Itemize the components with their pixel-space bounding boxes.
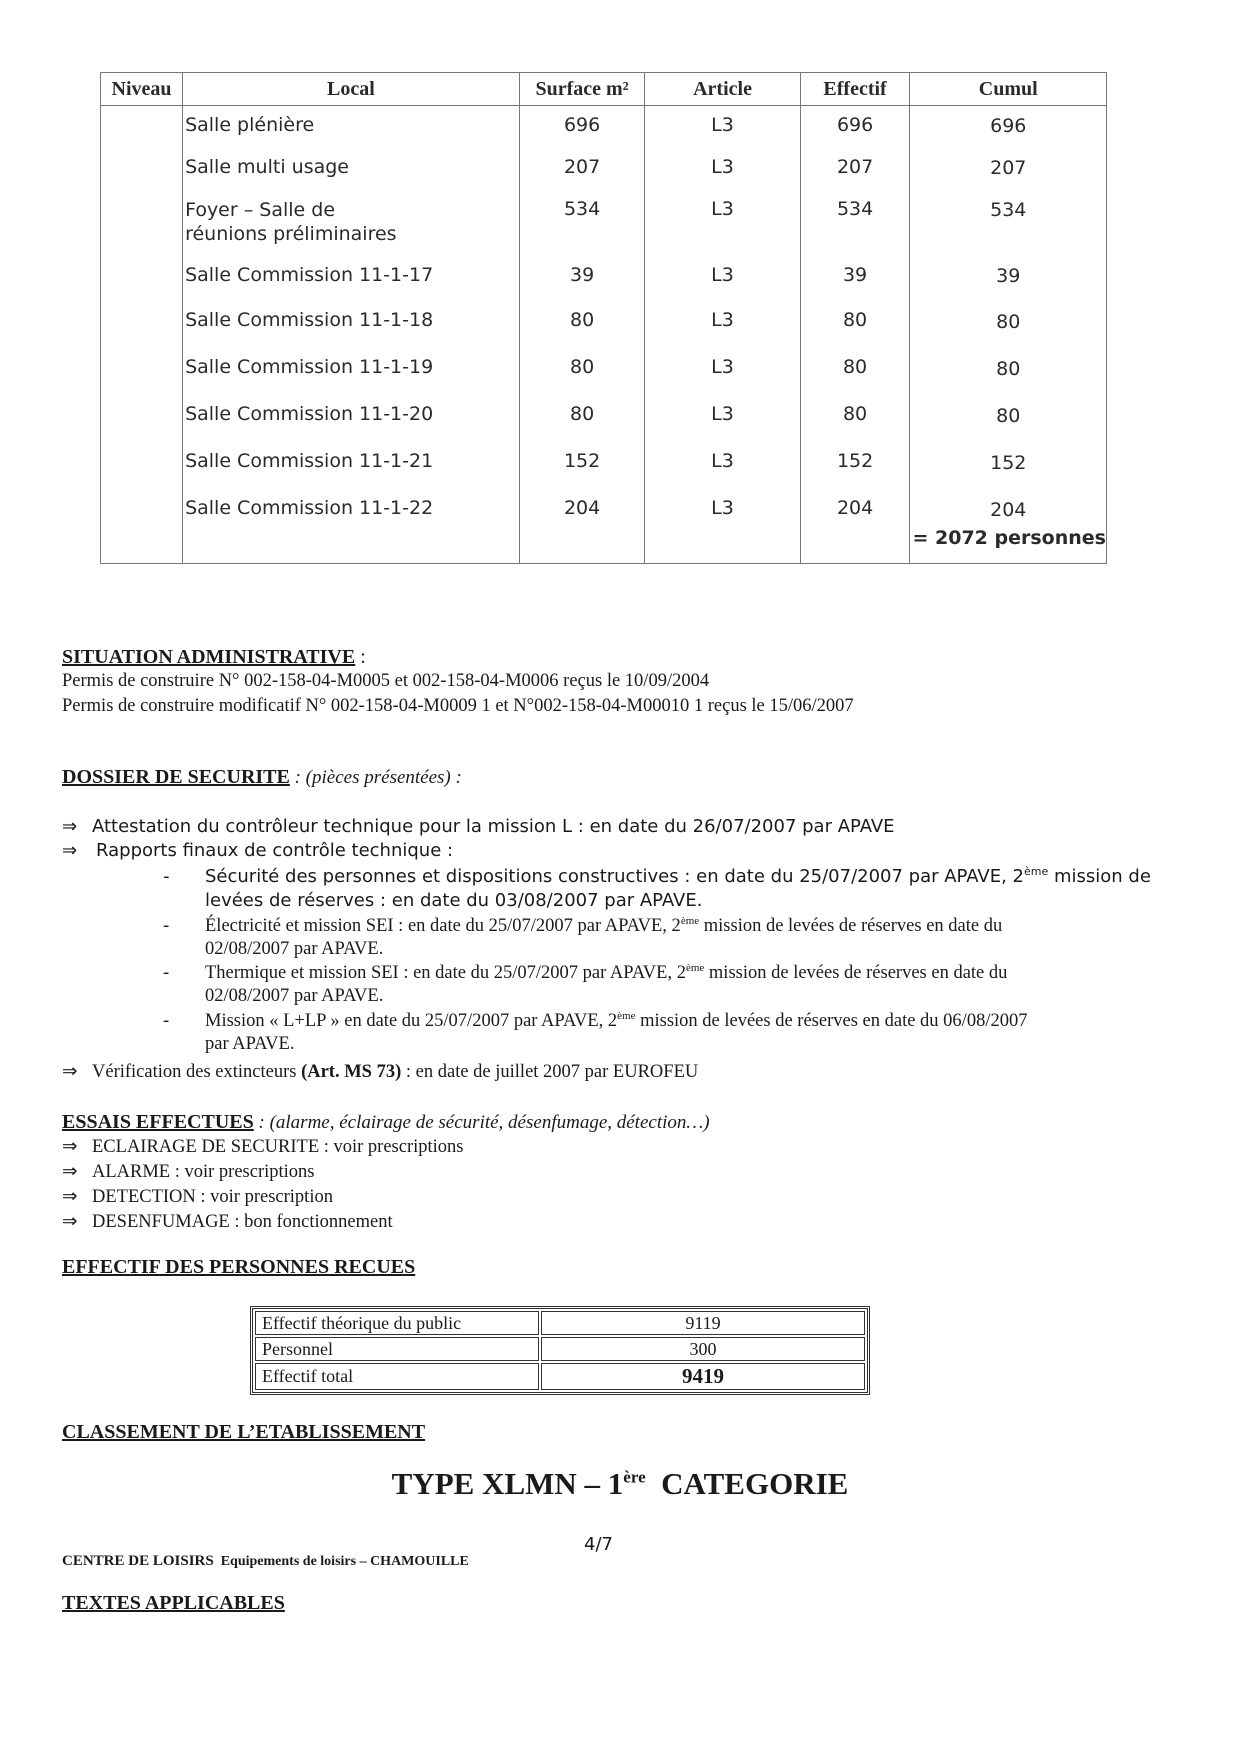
cumul-cell [910,489,1107,564]
header-article: Article [645,73,800,106]
local-cell: Salle Commission 11-1-22 [183,489,520,564]
dash-icon: - [163,963,170,983]
article-cell: L3 [645,190,800,254]
situation-heading-line [62,646,366,669]
rapport-line [205,963,1007,984]
article-cell: L3 [645,395,800,442]
essai-item [62,1136,464,1158]
effectif-cell: 534 [800,190,910,254]
niveau-cell [101,254,183,301]
effectif-cell: 696 [800,106,910,148]
local-cell: Salle plénière [183,106,520,148]
dash-icon: - [163,866,170,887]
locaux-table [100,72,1107,564]
article-cell: L3 [645,254,800,301]
table-row [255,1363,865,1390]
surface-cell: 534 [519,190,645,254]
local-cell: Salle Commission 11-1-18 [183,301,520,348]
dossier-item-extincteurs [62,1061,698,1083]
niveau-cell [101,442,183,489]
cumul-cell: 696 [910,106,1107,148]
surface-cell: 39 [519,254,645,301]
essais-heading-line [62,1111,710,1134]
effectif-table [250,1306,870,1395]
essai-item [62,1161,315,1183]
niveau-cell [101,489,183,564]
cumul-cell: 152 [910,442,1107,489]
essai-text: DESENFUMAGE : bon fonctionnement [92,1212,393,1232]
footer-title: CENTRE DE LOISIRS [62,1553,214,1569]
extincteurs-article: (Art. MS 73) [301,1062,402,1082]
table-row [101,148,1107,190]
cumul-cell: 80 [910,348,1107,395]
table-row [101,254,1107,301]
essais-heading: ESSAIS EFFECTUES [62,1111,254,1133]
effectif-label: Effectif théorique du public [255,1311,539,1335]
local-cell: Foyer – Salle de réunions préliminaires [183,190,520,254]
rapport-line [205,866,1151,887]
rapport-line [205,916,1002,937]
dossier-item-attestation [62,816,895,837]
arrow-icon: ⇒ [62,840,78,861]
permis-line-2: Permis de construire modificatif N° 002-158-04-M0009 1 et N°002-158-04-M00010 1 reçus le 15/06/2007 [62,696,854,716]
header-effectif: Effectif [800,73,910,106]
total-cumul: = 2072 personnes [912,526,1106,549]
article-cell: L3 [645,301,800,348]
local-cell: Salle Commission 11-1-17 [183,254,520,301]
classement-type-text: TYPE XLMN – 1 [391,1466,624,1501]
rapport-text: mission de [1048,866,1151,887]
niveau-cell [101,190,183,254]
dash-icon: - [163,916,170,936]
local-cell: Salle Commission 11-1-20 [183,395,520,442]
effectif-value: 9119 [541,1311,865,1335]
niveau-cell [101,395,183,442]
effectif-cell: 207 [800,148,910,190]
dossier-heading: DOSSIER DE SECURITE [62,766,290,788]
table-header-row [101,73,1107,106]
rapport-text: mission de levées de réserves en date du [699,916,1003,936]
niveau-cell [101,106,183,148]
surface-cell: 80 [519,348,645,395]
essai-text: ECLAIRAGE DE SECURITE : voir prescriptions [92,1137,464,1157]
rapport-text: mission de levées de réserves en date du [704,963,1008,983]
surface-cell: 152 [519,442,645,489]
article-cell: L3 [645,489,800,564]
table-row [101,442,1107,489]
rapport-sup: ème [685,961,705,974]
extincteurs-text: : en date de juillet 2007 par EUROFEU [401,1062,699,1082]
essai-item [62,1186,333,1208]
header-cumul: Cumul [910,73,1107,106]
permis-line-1: Permis de construire N° 002-158-04-M0005 et 002-158-04-M0006 reçus le 10/09/2004 [62,671,710,691]
rapport-text: mission de levées de réserves en date du 06/08/2007 [635,1011,1028,1031]
local-cell: Salle multi usage [183,148,520,190]
cumul-cell: 39 [910,254,1107,301]
dash-icon: - [163,1011,170,1031]
textes-heading: TEXTES APPLICABLES [62,1592,285,1614]
surface-cell: 80 [519,395,645,442]
table-row [101,489,1107,564]
arrow-icon: ⇒ [62,1212,78,1232]
article-cell: L3 [645,442,800,489]
rapport-sup: ème [617,1009,636,1022]
table-row [101,106,1107,148]
dossier-item-text: Rapports finaux de contrôle technique : [96,840,454,861]
rapport-text: Électricité et mission SEI : en date du 25/07/2007 par APAVE, 2 [205,916,681,936]
dossier-item-rapports [62,840,453,861]
essai-item [62,1211,393,1233]
niveau-cell [101,148,183,190]
arrow-icon: ⇒ [62,816,78,837]
cumul-last-value: 204 [990,498,1027,521]
arrow-icon: ⇒ [62,1162,78,1182]
effectif-cell: 80 [800,348,910,395]
dossier-heading-line [62,766,462,789]
situation-heading: SITUATION ADMINISTRATIVE [62,646,356,668]
niveau-cell [101,348,183,395]
rapport-sup: ème [1024,865,1049,878]
effectif-heading: EFFECTIF DES PERSONNES RECUES [62,1256,416,1278]
surface-cell: 696 [519,106,645,148]
cumul-cell: 80 [910,301,1107,348]
situation-section [62,646,366,669]
article-cell: L3 [645,106,800,148]
rapport-line: 02/08/2007 par APAVE. [205,986,384,1006]
effectif-value: 300 [541,1337,865,1361]
cumul-cell: 534 [910,190,1107,254]
dossier-item-text: Attestation du contrôleur technique pour la mission L : en date du 26/07/2007 par APAVE [92,816,895,837]
page-number: 4/7 [584,1534,613,1555]
header-niveau: Niveau [101,73,183,106]
local-cell: Salle Commission 11-1-21 [183,442,520,489]
arrow-icon: ⇒ [62,1187,78,1207]
dossier-subheading: : (pièces présentées) : [289,767,462,788]
cumul-cell: 207 [910,148,1107,190]
extincteurs-text: Vérification des extincteurs [92,1062,302,1082]
effectif-cell: 204 [800,489,910,564]
table-row [101,348,1107,395]
effectif-cell: 39 [800,254,910,301]
footer-subtitle: Equipements de loisirs – CHAMOUILLE [213,1554,469,1569]
classement-type [0,1466,1240,1502]
effectif-total-value: 9419 [541,1363,865,1390]
rapport-sup: ème [680,914,700,927]
rapport-line: levées de réserves : en date du 03/08/2007 par APAVE. [205,890,703,911]
table-row [255,1337,865,1361]
essai-text: DETECTION : voir prescription [92,1187,333,1207]
rapport-line: par APAVE. [205,1034,295,1054]
local-cell: Salle Commission 11-1-19 [183,348,520,395]
footer-text [62,1553,469,1570]
effectif-label: Effectif total [255,1363,539,1390]
table-row [255,1311,865,1335]
niveau-cell [101,301,183,348]
header-local: Local [183,73,520,106]
rapport-text: Thermique et mission SEI : en date du 25/07/2007 par APAVE, 2 [205,963,686,983]
surface-cell: 207 [519,148,645,190]
classement-heading: CLASSEMENT DE L’ETABLISSEMENT [62,1421,426,1443]
effectif-label: Personnel [255,1337,539,1361]
table-row [101,301,1107,348]
essai-text: ALARME : voir prescriptions [92,1162,315,1182]
article-cell: L3 [645,348,800,395]
arrow-icon: ⇒ [62,1062,78,1082]
classement-type-text: CATEGORIE [645,1466,849,1501]
article-cell: L3 [645,148,800,190]
surface-cell: 204 [519,489,645,564]
table-row [101,395,1107,442]
effectif-cell: 80 [800,301,910,348]
table-row [101,190,1107,254]
rapport-line: 02/08/2007 par APAVE. [205,939,384,959]
effectif-cell: 152 [800,442,910,489]
rapport-text: Mission « L+LP » en date du 25/07/2007 par APAVE, 2 [205,1011,618,1031]
situation-heading-colon: : [355,646,366,668]
effectif-cell: 80 [800,395,910,442]
cumul-cell: 80 [910,395,1107,442]
rapport-text: Sécurité des personnes et dispositions constructives : en date du 25/07/2007 par APAVE, 2 [205,866,1024,887]
surface-cell: 80 [519,301,645,348]
rapport-line [205,1011,1027,1032]
arrow-icon: ⇒ [62,1137,78,1157]
essais-subheading: : (alarme, éclairage de sécurité, désenfumage, détection…) [253,1112,710,1133]
header-surface: Surface m² [519,73,645,106]
classement-sup: ère [623,1467,646,1487]
